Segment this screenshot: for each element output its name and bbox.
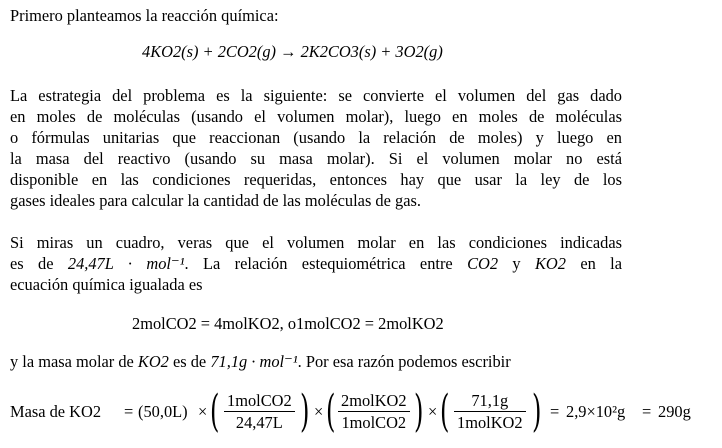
fraction-1 [224,391,295,432]
final-label: Masa de KO2 [10,402,102,421]
mm-prefix: y la masa molar de [10,352,134,371]
reaction-lhs: 4KO2(s) + 2CO2(g) [142,42,276,61]
times-2: × [314,402,324,421]
times-1: × [198,402,208,421]
mv-suffix: en la [580,254,622,273]
molar-mass-line [10,352,511,372]
reaction-rhs: 2K2CO3(s) + 3O2(g) [300,42,443,61]
f3-numerator: 71,1g [454,391,526,412]
paren-close-3: ) [532,386,542,437]
final-result: 290g [658,402,691,421]
mm-suffix: . Por esa razón podemos escribir [297,352,511,371]
fraction-3 [454,391,526,432]
stoichiometry-equation: 2molCO2 = 4molKO2, o1molCO2 = 2molKO2 [132,314,444,333]
times-3: × [428,402,438,421]
paren-open-3: ( [440,386,450,437]
final-result-sci: 2,9×10²g [566,402,626,421]
fraction-2 [338,391,410,432]
final-equation [0,388,722,440]
mm-species: KO2 [137,352,169,371]
mv-species-a: CO2 [467,254,499,273]
reaction-equation [142,42,443,62]
paren-open-1: ( [210,386,220,437]
mv-prefix: es de [10,254,54,273]
final-equals-2: = [550,402,560,421]
strategy-line-4: la masa del reactivo (usando su masa molar). Si el volumen molar no está [10,149,622,168]
mm-mid: es de [172,352,207,371]
paren-close-2: ) [414,386,424,437]
strategy-line-1: La estrategia del problema es la siguiente: se convierte el volumen del gas dado [10,86,622,105]
strategy-line-2: en moles de moléculas (usando el volumen molar), luego en moles de moléculas [10,107,622,126]
final-volume: (50,0L) [138,402,188,421]
strategy-line-3: o fórmulas unitarias que reaccionan (usando la relación de moles) y luego en [10,128,622,147]
f1-denominator: 24,47L [235,413,283,432]
molar-volume-line-3: ecuación química igualada es [10,275,203,294]
molar-volume-line-2 [10,254,622,274]
paren-open-2: ( [326,386,336,437]
final-equals-1: = [124,402,134,421]
final-equals-3: = [642,402,652,421]
mv-value: 24,47L · mol⁻¹ [67,254,185,273]
mv-and: y [512,254,521,273]
strategy-line-5: disponible en las condiciones requeridas, entonces hay que usar la ley de los [10,170,622,189]
mv-mid: . La relación estequiométrica entre [184,254,453,273]
reaction-arrow: → [280,42,297,61]
f2-denominator: 1molCO2 [341,413,407,432]
f2-numerator: 2molKO2 [338,391,410,412]
mv-species-b: KO2 [534,254,566,273]
molar-volume-line-1: Si miras un cuadro, veras que el volumen molar en las condiciones indicadas [10,233,622,252]
f1-numerator: 1molCO2 [224,391,295,412]
intro-text: Primero planteamos la reacción química: [10,6,279,25]
paren-close-1: ) [300,386,310,437]
f3-denominator: 1molKO2 [457,413,523,432]
strategy-line-6: gases ideales para calcular la cantidad de las moléculas de gas. [10,191,421,210]
mm-value: 71,1g · mol⁻¹ [210,352,298,371]
